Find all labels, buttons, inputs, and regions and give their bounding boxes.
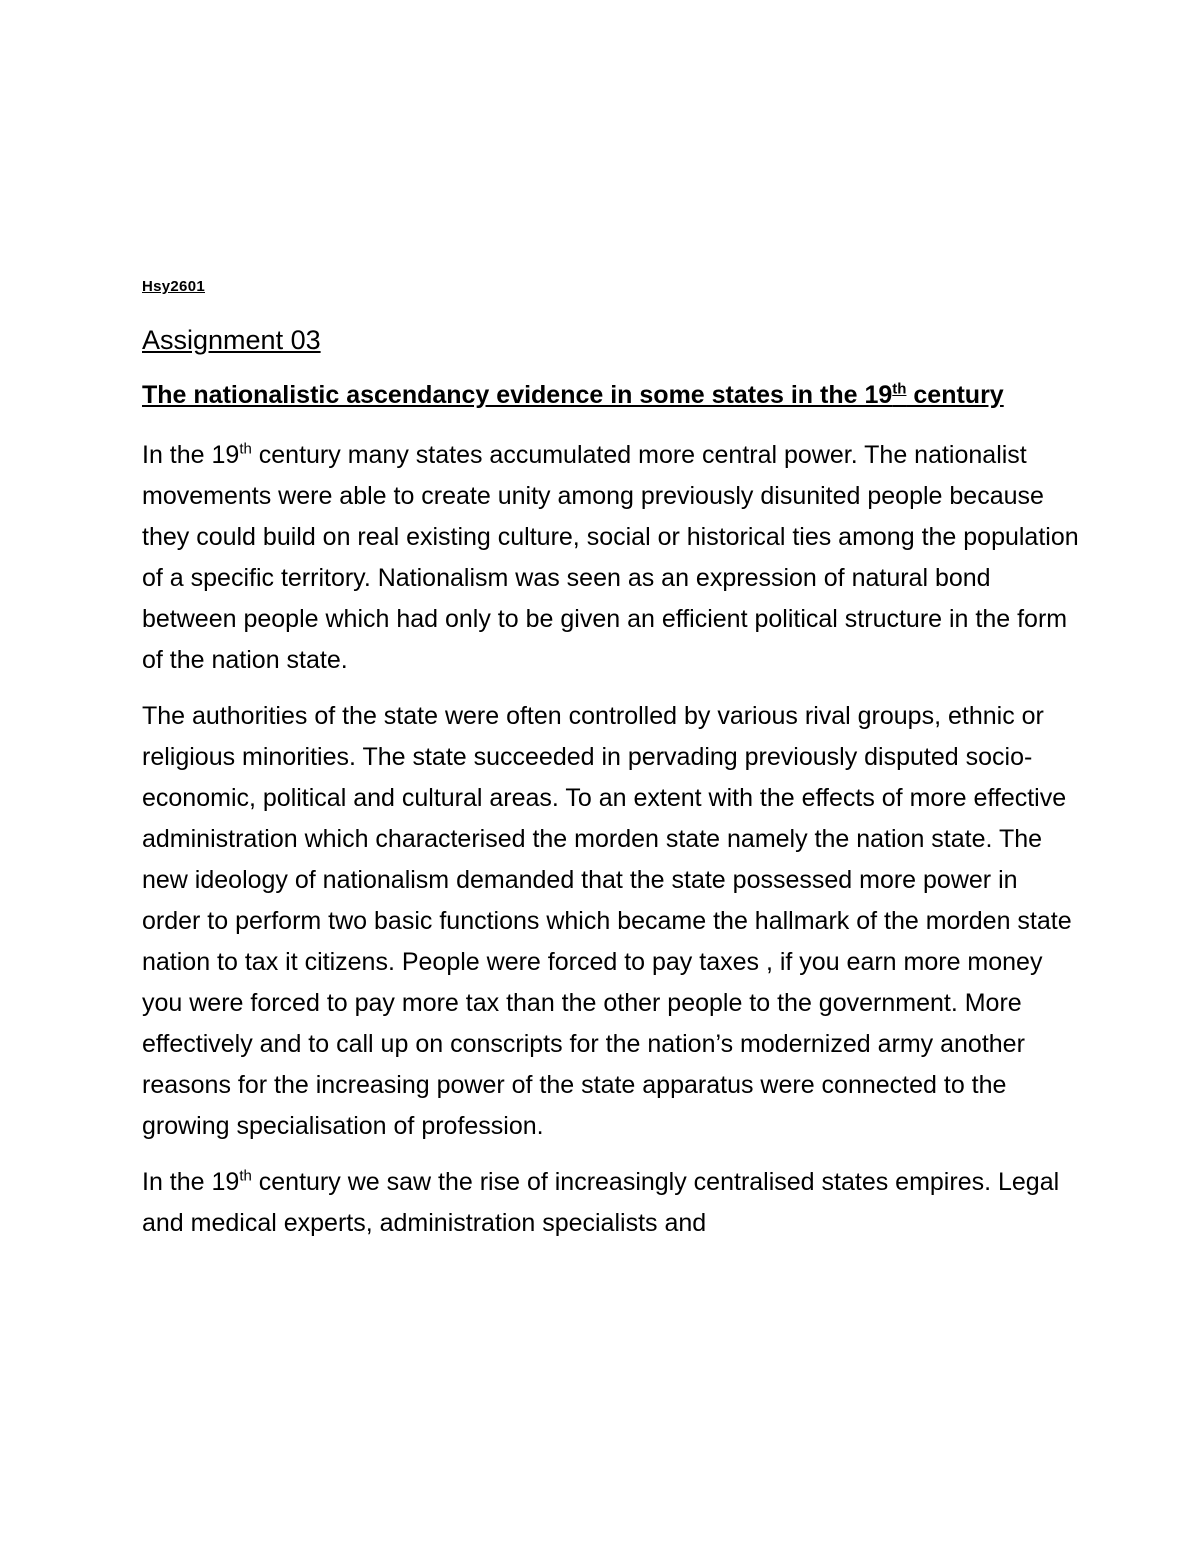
- heading-superscript: th: [892, 380, 907, 398]
- course-code: Hsy2601: [142, 278, 205, 295]
- paragraph-lead: In the 19: [142, 1168, 240, 1196]
- paragraph-1: [142, 435, 1082, 681]
- paragraph-superscript: th: [239, 440, 252, 458]
- paragraph-3: [142, 1162, 1082, 1244]
- heading-text-end: century: [906, 381, 1004, 409]
- assignment-title: Assignment 03: [142, 325, 321, 355]
- heading-text: The nationalistic ascendancy evidence in some states in the 19: [142, 381, 893, 409]
- paragraph-text: The authorities of the state were often controlled by various rival groups, ethnic or religious minorities. The state succeeded in pervading previously disputed socio-economic, political and cultural areas. To an extent with the effects of more effective administration which characterised the morden state namely the nation state. The new ideology of nationalism demanded that the state possessed more power in order to perform two basic functions which became the hallmark of the morden state nation to tax it citizens. People were forced to pay taxes , if you earn more money you were forced to pay more tax than the other people to the government. More effectively and to call up on conscripts for the nation’s modernized army another reasons for the increasing power of the state apparatus were connected to the growing specialisation of profession.: [142, 702, 1072, 1140]
- paragraph-2: [142, 696, 1082, 1147]
- paragraph-text: century we saw the rise of increasingly centralised states empires. Legal and medical experts, administration specialists and: [142, 1168, 1060, 1237]
- paragraph-lead: In the 19: [142, 441, 240, 469]
- paragraph-superscript: th: [239, 1167, 252, 1185]
- paragraph-text: century many states accumulated more central power. The nationalist movements were able to create unity among previously disunited people because they could build on real existing culture, social or historical ties among the population of a specific territory. Nationalism was seen as an expression of natural bond between people which had only to be given an efficient political structure in the form of the nation state.: [142, 441, 1079, 674]
- essay-heading: [142, 375, 1082, 415]
- document-body: [142, 278, 1082, 1259]
